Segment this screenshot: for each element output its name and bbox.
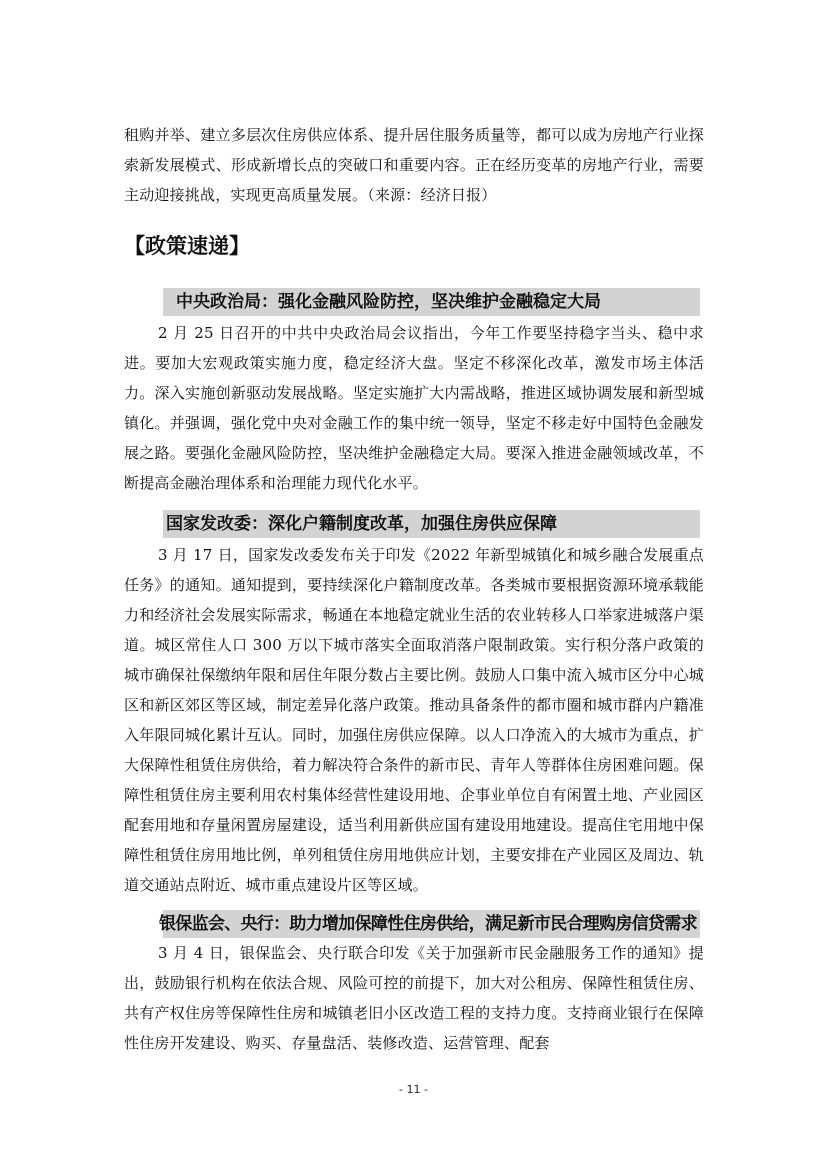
intro-paragraph: 租购并举、建立多层次住房供应体系、提升居住服务质量等，都可以成为房地产行业探索新发展模式、形成新增长点的突破口和重要内容。正在经历变革的房地产行业，需要主动迎接挑战，实现更高质量发展。（来源：经济日报）: [124, 126, 704, 204]
section-heading: 【政策速递】: [124, 234, 250, 258]
item-1-body: 2 月 25 日召开的中共中央政治局会议指出，今年工作要坚持稳字当头、稳中求进。要加大宏观政策实施力度，稳定经济大盘。坚定不移深化改革，激发市场主体活力。深入实施创新驱动发展战略。坚定实施扩大内需战略，推进区域协调发展和新型城镇化。并强调，强化党中央对金融工作的集中统一领导，坚定不移走好中国特色金融发展之路。要强化金融风险防控，坚决维护金融稳定大局。要深入推进金融领域改革，不断提高金融治理体系和治理能力现代化水平。: [124, 324, 704, 492]
item-2-title: 国家发改委：深化户籍制度改革，加强住房供应保障: [166, 514, 557, 534]
item-3-title: 银保监会、央行：助力增加保障性住房供给，满足新市民合理购房信贷需求: [159, 914, 697, 934]
item-3-body: 3 月 4 日，银保监会、央行联合印发《关于加强新市民金融服务工作的通知》提出，鼓励银行机构在依法合规、风险可控的前提下，加大对公租房、保障性租赁住房、共有产权住房等保障性住房和城镇老旧小区改造工程的支持力度。支持商业银行在保障性住房开发建设、购买、存量盘活、装修改造、运营管理、配套: [124, 944, 704, 1052]
item-1-title: 中央政治局：强化金融风险防控，坚决维护金融稳定大局: [176, 292, 601, 312]
item-2-body: 3 月 17 日，国家发改委发布关于印发《2022 年新型城镇化和城乡融合发展重点任务》的通知。通知提到，要持续深化户籍制度改革。各类城市要根据资源环境承载能力和经济社会发展实际需求，畅通在本地稳定就业生活的农业转移人口举家进城落户渠道。城区常住人口 300 万以下城市落实全面取消落户限制政策。实行积分落户政策的城市确保社保缴纳年限和居住年限分数占主要比例。鼓励人口集中流入城市区分中心城区和新区郊区等区域，制定差异化落户政策。推动具备条件的都市圈和城市群内户籍准入年限同城化累计互认。同时，加强住房供应保障。以人口净流入的大城市为重点，扩大保障性租赁住房供给，着力解决符合条件的新市民、青年人等群体住房困难问题。保障性租赁住房主要利用农村集体经营性建设用地、企事业单位自有闲置土地、产业园区配套用地和存量闲置房屋建设，适当利用新供应国有建设用地建设。提高住宅用地中保障性租赁住房用地比例，单列租赁住房用地供应计划，主要安排在产业园区及周边、轨道交通站点附近、城市重点建设片区等区域。: [124, 546, 704, 894]
page-number: - 11 -: [399, 1083, 428, 1096]
